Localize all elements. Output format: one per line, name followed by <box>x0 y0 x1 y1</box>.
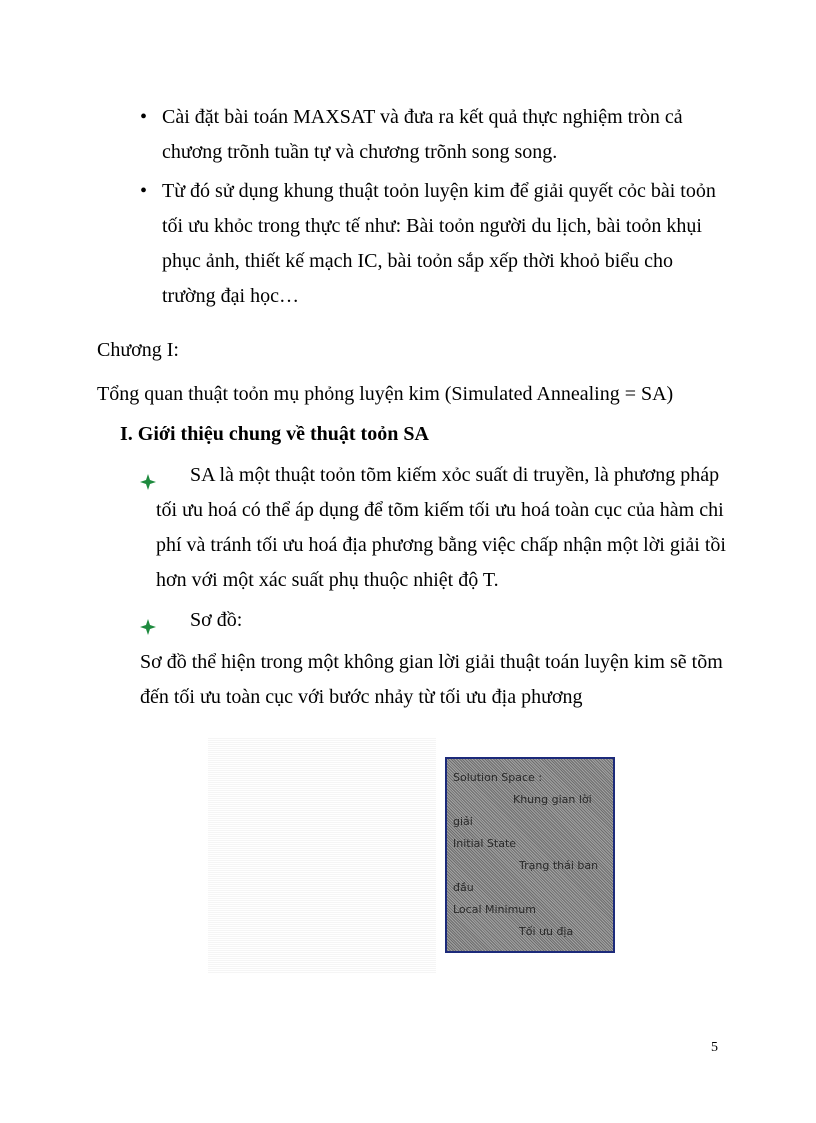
diagram-figure-left <box>208 738 436 973</box>
bullet-dot-icon: • <box>140 180 148 202</box>
point-item <box>140 458 730 598</box>
diagram-description: Sơ đồ thể hiện trong một không gian lời giải thuật toán luyện kim sẽ tõm đến tối ưu toàn cục với bước nhảy từ tối ưu địa phương <box>140 651 723 708</box>
point-item <box>140 603 730 638</box>
legend-line: Khung gian lời <box>513 793 592 806</box>
page-number: 5 <box>711 1040 718 1055</box>
legend-line: đầu <box>453 881 474 894</box>
legend-line: Trạng thái ban <box>519 859 599 872</box>
point-text: Sơ đồ: <box>190 609 243 631</box>
bullet-text: Từ đó sử dụng khung thuật toỏn luyện kim để giải quyết cỏc bài toỏn tối ưu khỏc trong thực tế như: Bài toỏn người du lịch, bài toỏn khụi phục ảnh, thiết kế mạch IC, bài toỏn sắp xếp thời khoỏ biểu cho trường đại học… <box>162 180 716 307</box>
legend-line: Solution Space : <box>453 771 543 784</box>
legend-line: Initial State <box>453 837 517 850</box>
bullet-item <box>140 100 730 170</box>
section-heading: I. Giới thiệu chung về thuật toỏn SA <box>120 423 429 445</box>
bullet-text: Cài đặt bài toán MAXSAT và đưa ra kết quả thực nghiệm tròn cả chương trõnh tuần tự và chương trõnh song song. <box>162 106 683 163</box>
legend-line: Tối ưu địa <box>519 925 574 938</box>
point-text: SA là một thuật toỏn tõm kiếm xỏc suất di truyền, là phương pháp tối ưu hoá có thể áp dụng để tõm kiếm tối ưu hoá toàn cục của hàm chi phí và tránh tối ưu hoá địa phương bằng việc chấp nhận một lời giải tồi hơn với một xác suất phụ thuộc nhiệt độ T. <box>156 464 726 591</box>
bullet-list <box>140 100 730 318</box>
diamond-bullet-icon <box>140 612 156 628</box>
solution-space-legend <box>445 757 615 953</box>
bullet-dot-icon: • <box>140 106 148 128</box>
bullet-item <box>140 174 730 314</box>
chapter-subtitle: Tổng quan thuật toỏn mụ phỏng luyện kim (Simulated Annealing = SA) <box>97 383 674 405</box>
legend-line: Local Minimum <box>453 903 536 916</box>
legend-line: giải <box>453 815 473 828</box>
chapter-title: Chương I: <box>97 339 179 361</box>
diamond-bullet-icon <box>140 467 156 483</box>
